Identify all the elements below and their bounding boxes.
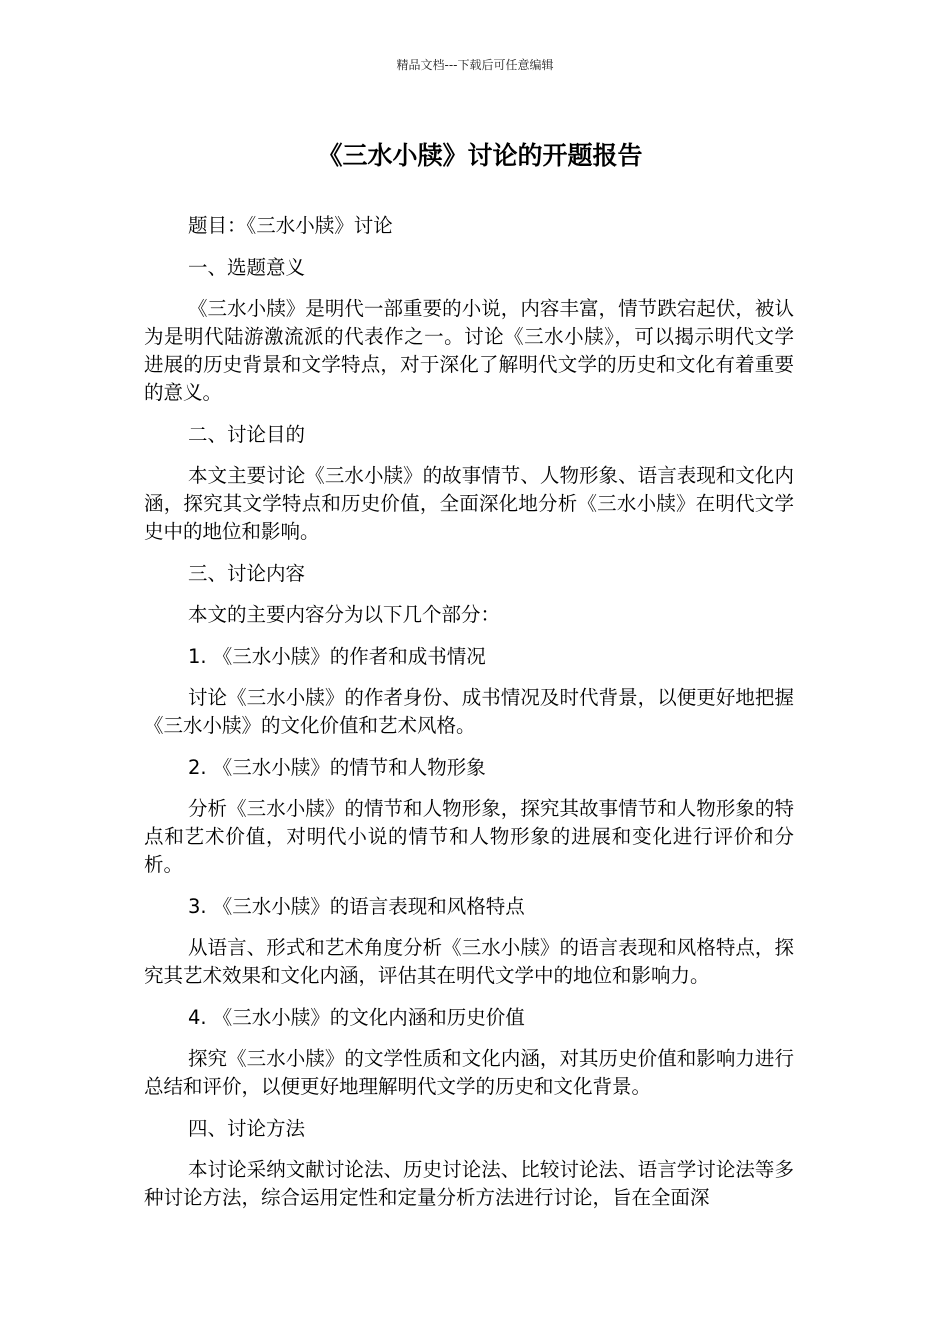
body-paragraph-2: 分析《三水小牍》的情节和人物形象，探究其故事情节和人物形象的特点和艺术价值，对明代小说的情节和人物形象的进展和变化进行评价和分析。 xyxy=(144,797,794,876)
body-paragraph-1: 讨论《三水小牍》的作者身份、成书情况及时代背景，以便更好地把握《三水小牍》的文化价值和艺术风格。 xyxy=(144,686,794,737)
body-paragraph-methods: 本讨论采纳文献讨论法、历史讨论法、比较讨论法、语言学讨论法等多种讨论方法，综合运用定性和定量分析方法进行讨论，旨在全面深 xyxy=(144,1158,794,1209)
section-heading-content: 三、讨论内容 xyxy=(188,561,306,585)
body-paragraph-purpose: 本文主要讨论《三水小牍》的故事情节、人物形象、语言表现和文化内涵，探究其文学特点和历史价值，全面深化地分析《三水小牍》在明代文学史中的地位和影响。 xyxy=(144,464,794,543)
body-paragraph-significance: 《三水小牍》是明代一部重要的小说，内容丰富，情节跌宕起伏，被认为是明代陆游激流派的代表作之一。讨论《三水小牍》，可以揭示明代文学进展的历史背景和文学特点，对于深化了解明代文学的历史和文化有着重要的意义。 xyxy=(144,297,794,404)
document-body xyxy=(144,212,794,1212)
document-title: 《三水小牍》讨论的开题报告 xyxy=(317,141,643,170)
page-header-note: 精品文档---下载后可任意编辑 xyxy=(396,58,554,72)
section-heading-purpose: 二、讨论目的 xyxy=(188,422,306,446)
topic-line: 题目：《三水小牍》讨论 xyxy=(188,214,393,237)
section-heading-significance: 一、选题意义 xyxy=(188,255,306,279)
body-paragraph-3: 从语言、形式和艺术角度分析《三水小牍》的语言表现和风格特点，探究其艺术效果和文化内涵，评估其在明代文学中的地位和影响力。 xyxy=(144,936,794,987)
subsection-heading-1: 1. 《三水小牍》的作者和成书情况 xyxy=(188,644,486,668)
body-paragraph-4: 探究《三水小牍》的文学性质和文化内涵，对其历史价值和影响力进行总结和评价，以便更好地理解明代文学的历史和文化背景。 xyxy=(144,1047,794,1098)
section-heading-methods: 四、讨论方法 xyxy=(188,1116,306,1140)
subsection-heading-4: 4. 《三水小牍》的文化内涵和历史价值 xyxy=(188,1005,525,1029)
body-paragraph-content-intro: 本文的主要内容分为以下几个部分： xyxy=(188,603,501,626)
subsection-heading-2: 2. 《三水小牍》的情节和人物形象 xyxy=(188,755,486,779)
subsection-heading-3: 3. 《三水小牍》的语言表现和风格特点 xyxy=(188,894,525,918)
